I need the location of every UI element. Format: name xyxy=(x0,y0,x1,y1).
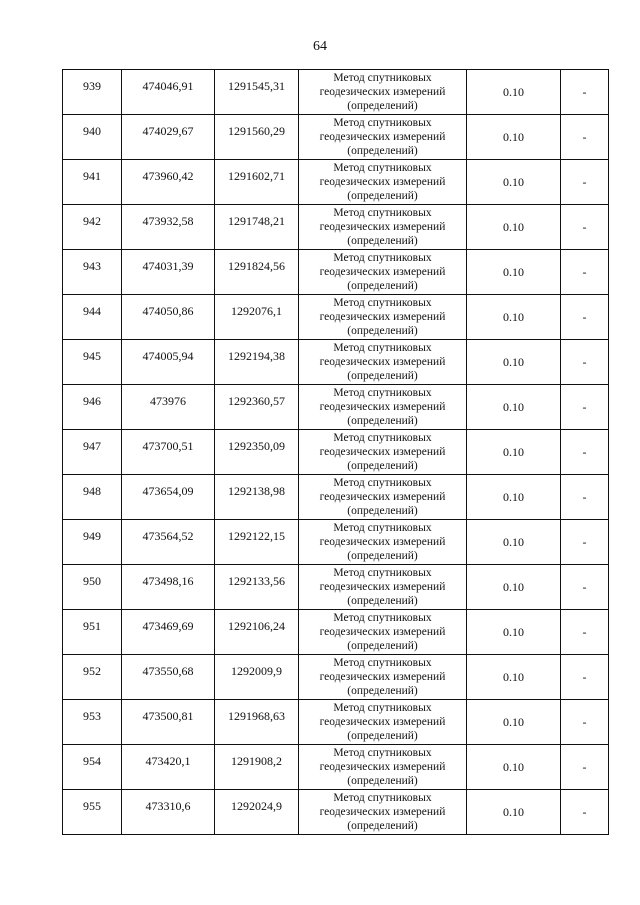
point-number-cell: 940 xyxy=(63,115,122,160)
method-line: Метод спутниковых xyxy=(333,252,432,264)
x-coordinate-cell: 473498,16 xyxy=(122,565,215,610)
table-row xyxy=(63,610,609,655)
method-line: (определений) xyxy=(347,235,418,247)
table-row xyxy=(63,115,609,160)
point-number-cell: 952 xyxy=(63,655,122,700)
x-coordinate-cell: 473976 xyxy=(122,385,215,430)
point-number-cell: 939 xyxy=(63,70,122,115)
method-line: (определений) xyxy=(347,415,418,427)
note-cell: - xyxy=(561,475,609,520)
method-line: Метод спутниковых xyxy=(333,432,432,444)
note-cell: - xyxy=(561,295,609,340)
y-coordinate-cell: 1291748,21 xyxy=(215,205,299,250)
method-cell xyxy=(299,700,467,745)
point-number-cell: 950 xyxy=(63,565,122,610)
method-cell xyxy=(299,115,467,160)
point-number-cell: 953 xyxy=(63,700,122,745)
table-row xyxy=(63,520,609,565)
method-line: (определений) xyxy=(347,730,418,742)
point-number-cell: 954 xyxy=(63,745,122,790)
method-line: Метод спутниковых xyxy=(333,162,432,174)
x-coordinate-cell: 474031,39 xyxy=(122,250,215,295)
method-line: Метод спутниковых xyxy=(333,477,432,489)
method-line: геодезических измерений xyxy=(319,491,446,503)
note-cell: - xyxy=(561,700,609,745)
method-line: (определений) xyxy=(347,505,418,517)
point-number-cell: 948 xyxy=(63,475,122,520)
note-cell: - xyxy=(561,385,609,430)
method-line: геодезических измерений xyxy=(319,671,446,683)
table-row xyxy=(63,700,609,745)
method-line: Метод спутниковых xyxy=(333,747,432,759)
y-coordinate-cell: 1291545,31 xyxy=(215,70,299,115)
accuracy-cell: 0.10 xyxy=(467,790,561,835)
note-cell: - xyxy=(561,790,609,835)
accuracy-cell: 0.10 xyxy=(467,430,561,475)
note-cell: - xyxy=(561,250,609,295)
accuracy-cell: 0.10 xyxy=(467,385,561,430)
method-line: геодезических измерений xyxy=(319,806,446,818)
note-cell: - xyxy=(561,115,609,160)
point-number-cell: 942 xyxy=(63,205,122,250)
method-line: геодезических измерений xyxy=(319,716,446,728)
note-cell: - xyxy=(561,565,609,610)
y-coordinate-cell: 1292009,9 xyxy=(215,655,299,700)
note-cell: - xyxy=(561,745,609,790)
method-line: геодезических измерений xyxy=(319,446,446,458)
table-row xyxy=(63,745,609,790)
table-row xyxy=(63,475,609,520)
method-line: (определений) xyxy=(347,145,418,157)
method-line: геодезических измерений xyxy=(319,536,446,548)
accuracy-cell: 0.10 xyxy=(467,205,561,250)
point-number-cell: 949 xyxy=(63,520,122,565)
note-cell: - xyxy=(561,160,609,205)
note-cell: - xyxy=(561,340,609,385)
x-coordinate-cell: 473469,69 xyxy=(122,610,215,655)
accuracy-cell: 0.10 xyxy=(467,565,561,610)
note-cell: - xyxy=(561,205,609,250)
method-line: (определений) xyxy=(347,595,418,607)
x-coordinate-cell: 473654,09 xyxy=(122,475,215,520)
table-row xyxy=(63,655,609,700)
coordinates-table-body xyxy=(63,70,609,835)
method-line: геодезических измерений xyxy=(319,266,446,278)
method-line: геодезических измерений xyxy=(319,581,446,593)
method-line: (определений) xyxy=(347,325,418,337)
point-number-cell: 944 xyxy=(63,295,122,340)
point-number-cell: 947 xyxy=(63,430,122,475)
method-cell xyxy=(299,745,467,790)
method-line: (определений) xyxy=(347,685,418,697)
y-coordinate-cell: 1292350,09 xyxy=(215,430,299,475)
y-coordinate-cell: 1291968,63 xyxy=(215,700,299,745)
note-cell: - xyxy=(561,610,609,655)
accuracy-cell: 0.10 xyxy=(467,520,561,565)
method-line: (определений) xyxy=(347,190,418,202)
method-line: геодезических измерений xyxy=(319,626,446,638)
point-number-cell: 951 xyxy=(63,610,122,655)
method-line: Метод спутниковых xyxy=(333,117,432,129)
method-line: геодезических измерений xyxy=(319,401,446,413)
method-line: (определений) xyxy=(347,550,418,562)
y-coordinate-cell: 1292076,1 xyxy=(215,295,299,340)
method-cell xyxy=(299,385,467,430)
method-cell xyxy=(299,430,467,475)
method-line: Метод спутниковых xyxy=(333,72,432,84)
method-line: (определений) xyxy=(347,460,418,472)
method-line: (определений) xyxy=(347,370,418,382)
method-cell xyxy=(299,610,467,655)
method-line: Метод спутниковых xyxy=(333,387,432,399)
method-line: геодезических измерений xyxy=(319,311,446,323)
y-coordinate-cell: 1291908,2 xyxy=(215,745,299,790)
accuracy-cell: 0.10 xyxy=(467,610,561,655)
method-cell xyxy=(299,70,467,115)
method-line: (определений) xyxy=(347,640,418,652)
method-cell xyxy=(299,295,467,340)
table-row xyxy=(63,205,609,250)
method-line: геодезических измерений xyxy=(319,221,446,233)
method-line: (определений) xyxy=(347,775,418,787)
method-cell xyxy=(299,475,467,520)
method-cell xyxy=(299,205,467,250)
page-number: 64 xyxy=(313,39,327,54)
accuracy-cell: 0.10 xyxy=(467,745,561,790)
x-coordinate-cell: 474050,86 xyxy=(122,295,215,340)
method-cell xyxy=(299,655,467,700)
note-cell: - xyxy=(561,655,609,700)
method-line: (определений) xyxy=(347,280,418,292)
accuracy-cell: 0.10 xyxy=(467,160,561,205)
method-line: геодезических измерений xyxy=(319,176,446,188)
method-line: геодезических измерений xyxy=(319,761,446,773)
x-coordinate-cell: 474046,91 xyxy=(122,70,215,115)
y-coordinate-cell: 1291824,56 xyxy=(215,250,299,295)
method-cell xyxy=(299,520,467,565)
accuracy-cell: 0.10 xyxy=(467,475,561,520)
method-line: геодезических измерений xyxy=(319,356,446,368)
x-coordinate-cell: 473932,58 xyxy=(122,205,215,250)
table-row xyxy=(63,70,609,115)
method-line: Метод спутниковых xyxy=(333,297,432,309)
y-coordinate-cell: 1291602,71 xyxy=(215,160,299,205)
method-line: Метод спутниковых xyxy=(333,342,432,354)
method-line: Метод спутниковых xyxy=(333,792,432,804)
method-cell xyxy=(299,565,467,610)
accuracy-cell: 0.10 xyxy=(467,700,561,745)
table-row xyxy=(63,295,609,340)
accuracy-cell: 0.10 xyxy=(467,340,561,385)
method-line: (определений) xyxy=(347,820,418,832)
x-coordinate-cell: 473960,42 xyxy=(122,160,215,205)
y-coordinate-cell: 1292194,38 xyxy=(215,340,299,385)
note-cell: - xyxy=(561,430,609,475)
note-cell: - xyxy=(561,70,609,115)
point-number-cell: 946 xyxy=(63,385,122,430)
table-row xyxy=(63,565,609,610)
x-coordinate-cell: 473700,51 xyxy=(122,430,215,475)
method-line: Метод спутниковых xyxy=(333,207,432,219)
accuracy-cell: 0.10 xyxy=(467,250,561,295)
y-coordinate-cell: 1292360,57 xyxy=(215,385,299,430)
method-line: Метод спутниковых xyxy=(333,567,432,579)
accuracy-cell: 0.10 xyxy=(467,295,561,340)
method-line: геодезических измерений xyxy=(319,131,446,143)
accuracy-cell: 0.10 xyxy=(467,655,561,700)
y-coordinate-cell: 1291560,29 xyxy=(215,115,299,160)
point-number-cell: 945 xyxy=(63,340,122,385)
method-cell xyxy=(299,250,467,295)
table-row xyxy=(63,790,609,835)
method-cell xyxy=(299,160,467,205)
table-row xyxy=(63,160,609,205)
y-coordinate-cell: 1292138,98 xyxy=(215,475,299,520)
method-line: Метод спутниковых xyxy=(333,612,432,624)
y-coordinate-cell: 1292133,56 xyxy=(215,565,299,610)
note-cell: - xyxy=(561,520,609,565)
y-coordinate-cell: 1292106,24 xyxy=(215,610,299,655)
method-line: Метод спутниковых xyxy=(333,657,432,669)
table-row xyxy=(63,430,609,475)
point-number-cell: 955 xyxy=(63,790,122,835)
x-coordinate-cell: 474029,67 xyxy=(122,115,215,160)
y-coordinate-cell: 1292122,15 xyxy=(215,520,299,565)
method-cell xyxy=(299,790,467,835)
y-coordinate-cell: 1292024,9 xyxy=(215,790,299,835)
accuracy-cell: 0.10 xyxy=(467,70,561,115)
x-coordinate-cell: 473420,1 xyxy=(122,745,215,790)
method-line: геодезических измерений xyxy=(319,86,446,98)
accuracy-cell: 0.10 xyxy=(467,115,561,160)
x-coordinate-cell: 473500,81 xyxy=(122,700,215,745)
point-number-cell: 941 xyxy=(63,160,122,205)
x-coordinate-cell: 473564,52 xyxy=(122,520,215,565)
x-coordinate-cell: 474005,94 xyxy=(122,340,215,385)
table-row xyxy=(63,250,609,295)
table-row xyxy=(63,340,609,385)
table-row xyxy=(63,385,609,430)
method-line: Метод спутниковых xyxy=(333,522,432,534)
method-line: Метод спутниковых xyxy=(333,702,432,714)
point-number-cell: 943 xyxy=(63,250,122,295)
coordinates-table xyxy=(62,69,609,835)
x-coordinate-cell: 473310,6 xyxy=(122,790,215,835)
method-cell xyxy=(299,340,467,385)
method-line: (определений) xyxy=(347,100,418,112)
x-coordinate-cell: 473550,68 xyxy=(122,655,215,700)
